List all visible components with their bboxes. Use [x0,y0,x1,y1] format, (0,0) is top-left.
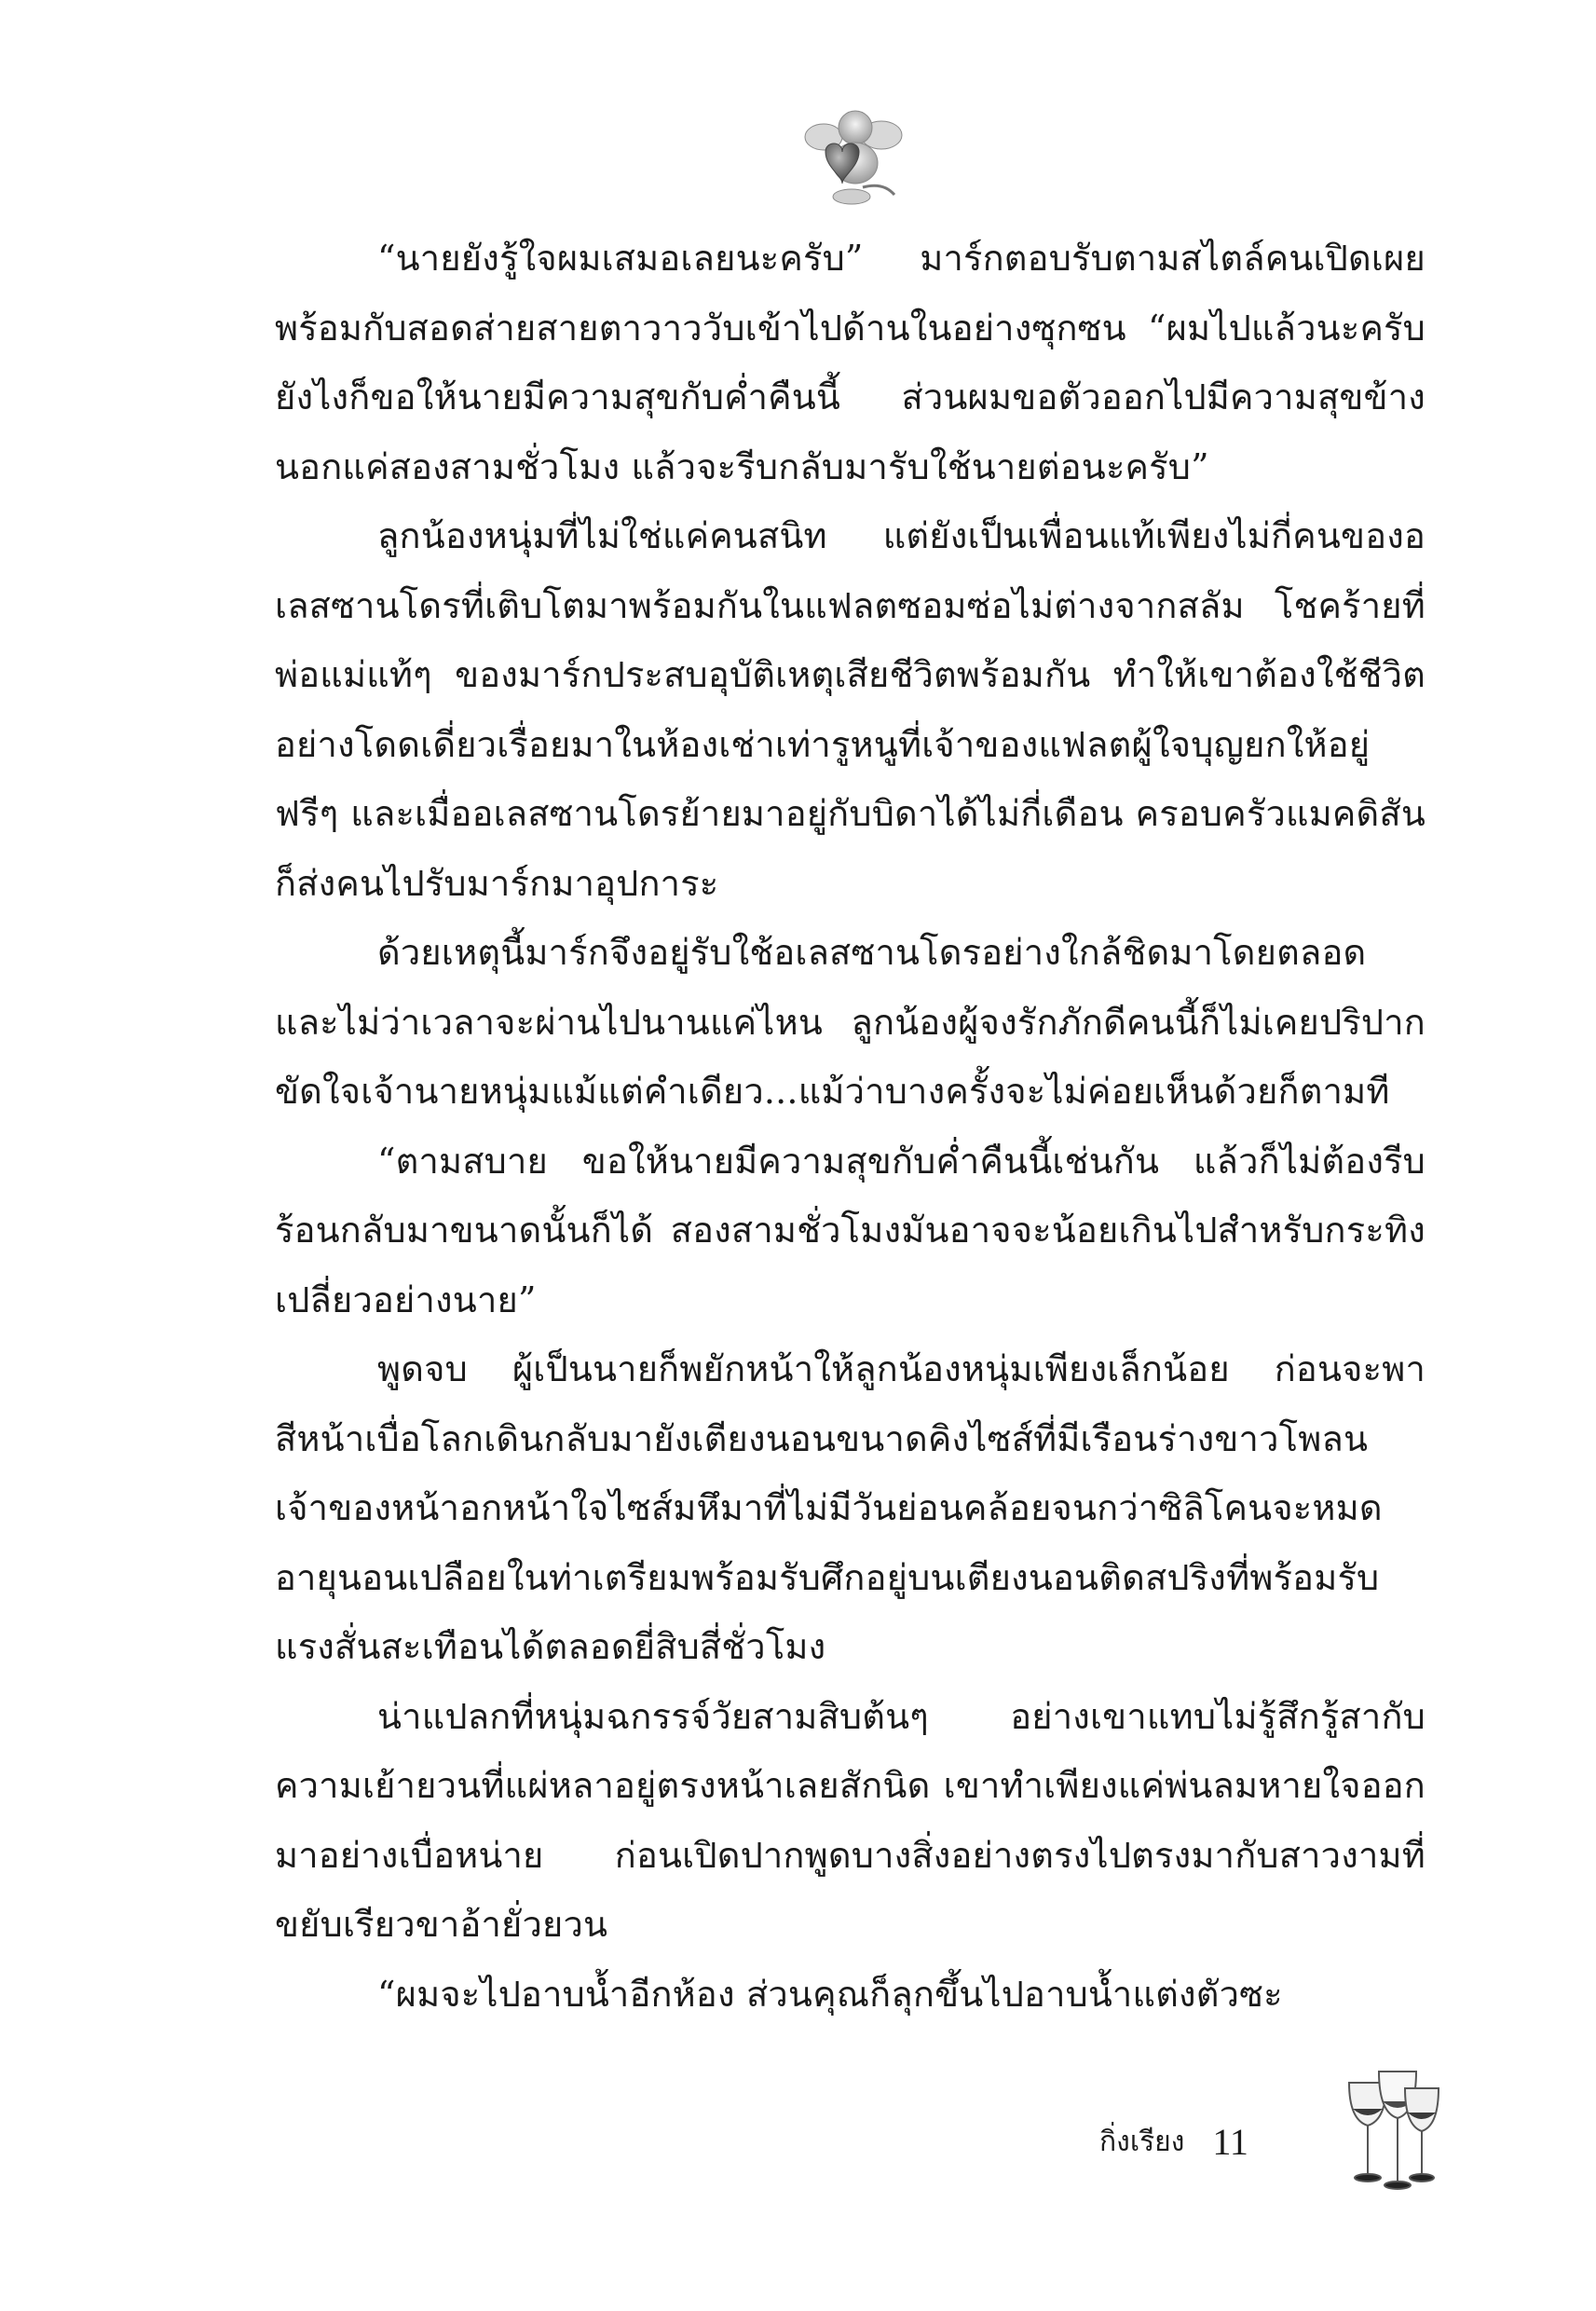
paragraph: “นายยังรู้ใจผมเสมอเลยนะครับ” มาร์กตอบรับตามสไตล์คนเปิดเผย พร้อมกับสอดส่ายสายตาวาววับเข้าไปด้านในอย่างซุกซน “ผมไปแล้วนะครับ ยังไงก็ขอให้นายมีความสุขกับค่ำคืนนี้ ส่วนผมขอตัวออกไปมีความสุขข้างนอกแค่สองสามชั่วโมง แล้วจะรีบกลับมารับใช้นายต่อนะครับ” [275,238,1425,487]
paragraph: “ตามสบาย ขอให้นายมีความสุขกับค่ำคืนนี้เช่นกัน แล้วก็ไม่ต้องรีบร้อนกลับมาขนาดนั้นก็ได้ สองสามชั่วโมงมันอาจจะน้อยเกินไปสำหรับกระทิงเปลี่ยวอย่างนาย” [275,1140,1425,1320]
running-head: กิ่งเรียง [1099,2126,1185,2158]
paragraph: น่าแปลกที่หนุ่มฉกรรจ์วัยสามสิบต้นๆ อย่างเขาแทบไม่รู้สึกรู้สากับความเย้ายวนที่แผ่หลาอยู่ตรงหน้าเลยสักนิด เขาทำเพียงแค่พ่นลมหายใจออกมาอย่างเบื่อหน่าย ก่อนเปิดปากพูดบางสิ่งอย่างตรงไปตรงมากับสาวงามที่ขยับเรียวขาอ้ายั่วยวน [275,1695,1425,1945]
paragraph: ลูกน้องหนุ่มที่ไม่ใช่แค่คนสนิท แต่ยังเป็นเพื่อนแท้เพียงไม่กี่คนของอเลสซานโดรที่เติบโตมาพร้อมกันในแฟลตซอมซ่อไม่ต่างจากสลัม โชคร้ายที่พ่อแม่แท้ๆ ของมาร์กประสบอุบัติเหตุเสียชีวิตพร้อมกัน ทำให้เขาต้องใช้ชีวิตอย่างโดดเดี่ยวเรื่อยมาในห้องเช่าเท่ารูหนูที่เจ้าของแฟลตผู้ใจบุญยกให้อยู่ฟรีๆ และเมื่ออเลสซานโดรย้ายมาอยู่กับบิดาได้ไม่กี่เดือน ครอบครัวแมคดิสันก็ส่งคนไปรับมาร์กมาอุปการะ [275,515,1425,904]
page-number: 11 [1212,2121,1248,2163]
wine-glasses-icon [1332,2064,1444,2195]
paragraph: พูดจบ ผู้เป็นนายก็พยักหน้าให้ลูกน้องหนุ่มเพียงเล็กน้อย ก่อนจะพาสีหน้าเบื่อโลกเดินกลับมายังเตียงนอนขนาดคิงไซส์ที่มีเรือนร่างขาวโพลนเจ้าของหน้าอกหน้าใจไซส์มหึมาที่ไม่มีวันย่อนคล้อยจนกว่าซิลิโคนจะหมดอายุนอนเปลือยในท่าเตรียมพร้อมรับศึกอยู่บนเตียงนอนติดสปริงที่พร้อมรับแรงสั่นสะเทือนได้ตลอดยี่สิบสี่ชั่วโมง [275,1348,1425,1667]
paragraph: “ผมจะไปอาบน้ำอีกห้อง ส่วนคุณก็ลุกขึ้นไปอาบน้ำแต่งตัวซะ [377,1973,1283,2015]
paragraph: ด้วยเหตุนี้มาร์กจึงอยู่รับใช้อเลสซานโดรอย่างใกล้ชิดมาโดยตลอด และไม่ว่าเวลาจะผ่านไปนานแค่ไหน ลูกน้องผู้จงรักภักดีคนนี้ก็ไม่เคยปริปากขัดใจเจ้านายหนุ่มแม้แต่คำเดียว...แม้ว่าบางครั้งจะไม่ค่อยเห็นด้วยก็ตามที [275,932,1425,1112]
cupid-heart-icon [798,98,909,210]
body-text [275,224,1425,2029]
page-footer [1099,2120,1248,2164]
